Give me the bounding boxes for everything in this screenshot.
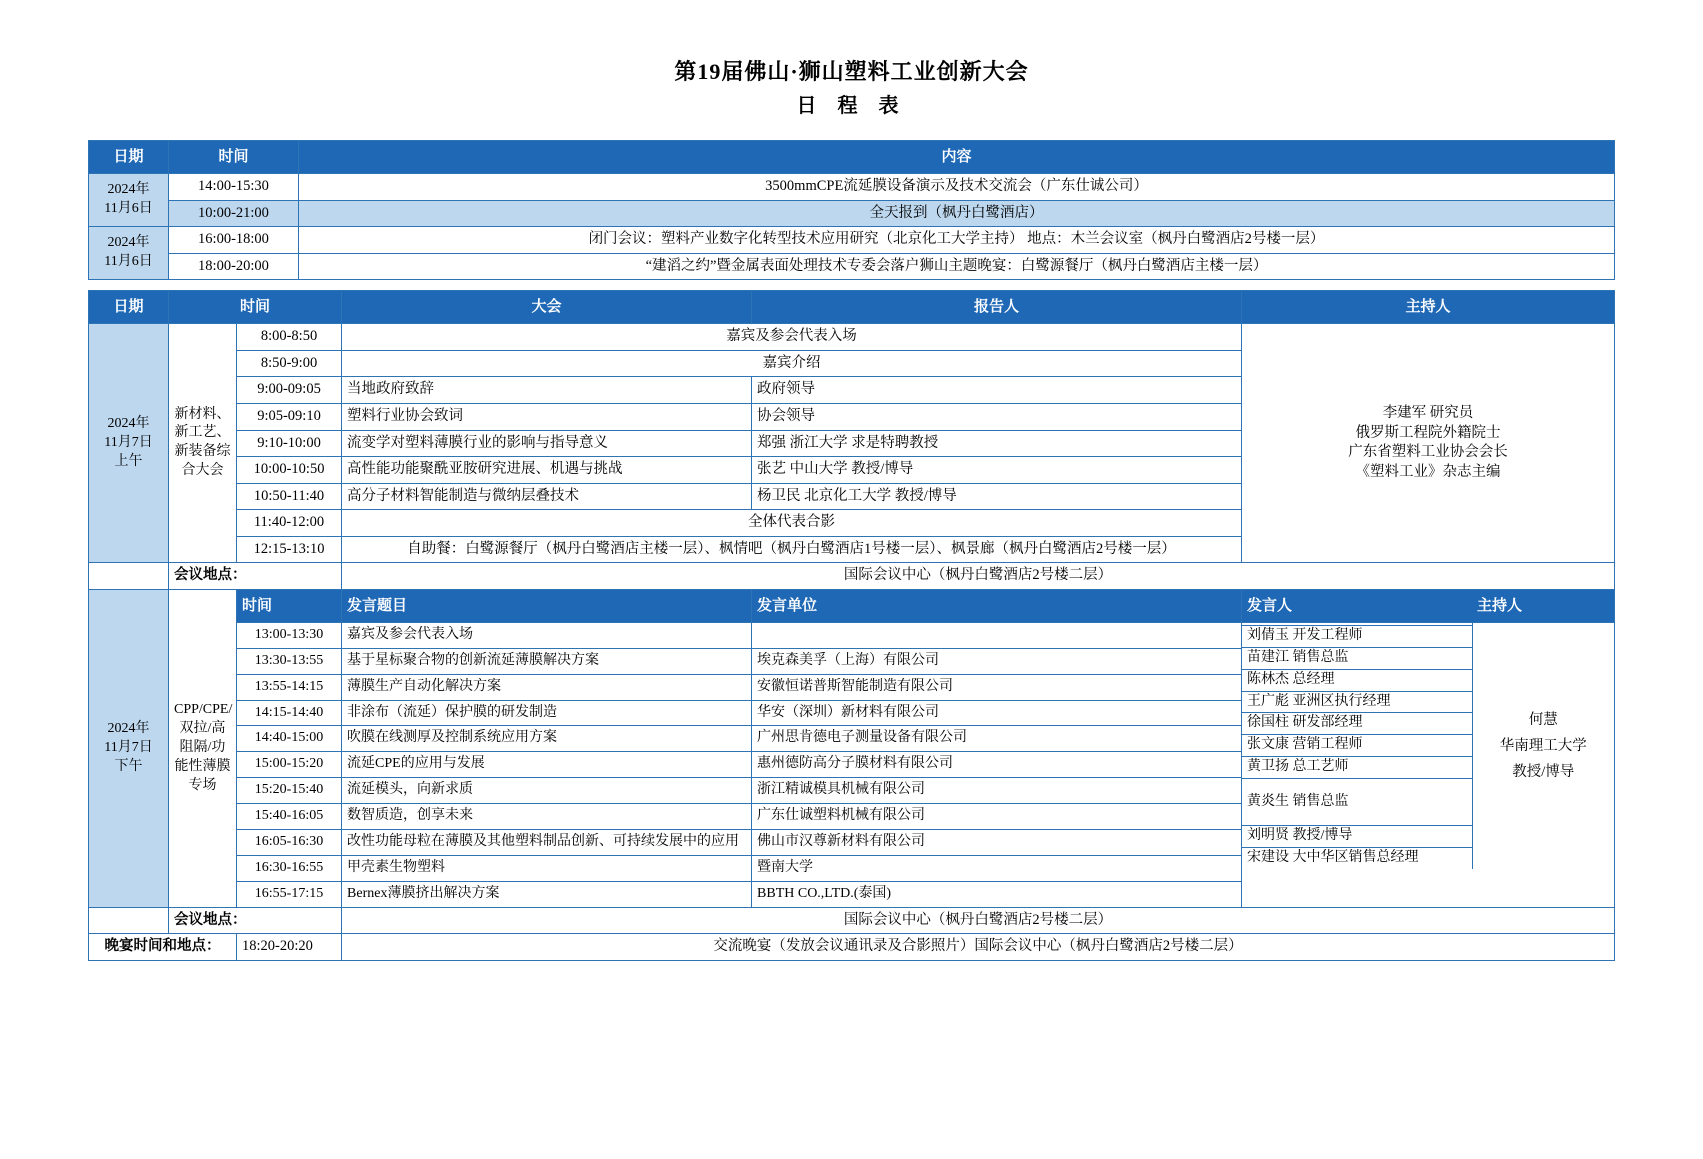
table-row: [89, 622, 1615, 648]
time-cell: 10:00-10:50: [237, 457, 342, 484]
time-cell: 16:55-17:15: [237, 881, 342, 907]
date-cell: [89, 227, 169, 280]
topic-cell: 基于星标聚合物的创新流延薄膜解决方案: [342, 648, 752, 674]
schedule-table-day2: [88, 290, 1615, 961]
speaker-cell: 苗建江 销售总监: [1242, 647, 1472, 669]
col-header-time: 时间: [237, 589, 342, 622]
org-cell: 华安（深圳）新材料有限公司: [752, 700, 1242, 726]
session-cell: 自助餐：白鹭源餐厅（枫丹白鹭酒店主楼一层）、枫情吧（枫丹白鹭酒店1号楼一层）、枫景廊（枫丹白鹭酒店2号楼一层）: [342, 536, 1242, 563]
table-header-row: [89, 589, 1615, 622]
col-header-host: [1242, 589, 1615, 622]
col-header-speaker: 报告人: [752, 291, 1242, 324]
venue-row: [89, 907, 1615, 934]
host-line: 李建军 研究员: [1382, 405, 1474, 422]
col-header-session: 大会: [342, 291, 752, 324]
col-header-topic: 发言题目: [342, 589, 752, 622]
date-day: 11月7日: [104, 739, 153, 755]
content-cell: 3500mmCPE流延膜设备演示及技术交流会（广东仕诚公司）: [299, 174, 1615, 201]
topic-cell: Bernex薄膜挤出解决方案: [342, 881, 752, 907]
venue-row: [89, 563, 1615, 590]
dinner-row: [89, 934, 1615, 961]
speaker-cell: 协会领导: [752, 403, 1242, 430]
time-cell: 12:15-13:10: [237, 536, 342, 563]
org-cell: [752, 622, 1242, 648]
speaker-cell: 王广彪 亚洲区执行经理: [1242, 691, 1472, 713]
table-row: [89, 253, 1615, 280]
topic-cell: 流延CPE的应用与发展: [342, 752, 752, 778]
time-cell: 13:30-13:55: [237, 648, 342, 674]
time-cell: 14:00-15:30: [169, 174, 299, 201]
venue-label: 会议地点：: [169, 563, 342, 590]
speaker-cell: 陈林杰 总经理: [1242, 669, 1472, 691]
dinner-content: 交流晚宴（发放会议通讯录及合影照片）国际会议中心（枫丹白鹭酒店2号楼二层）: [342, 934, 1615, 961]
time-cell: 10:00-21:00: [169, 200, 299, 227]
date-year: 2024年: [107, 415, 150, 431]
dinner-label: 晚宴时间和地点：: [89, 934, 237, 961]
speaker-cell: 郑强 浙江大学 求是特聘教授: [752, 430, 1242, 457]
col-header-host-label: 主持人: [1477, 597, 1523, 614]
date-day: 11月7日: [104, 434, 153, 450]
speaker-cell: 杨卫民 北京化工大学 教授/博导: [752, 483, 1242, 510]
table-row: [89, 200, 1615, 227]
speaker-cell: 张艺 中山大学 教授/博导: [752, 457, 1242, 484]
content-cell: “建滔之约”暨金属表面处理技术专委会落户狮山主题晚宴：白鹭源餐厅（枫丹白鹭酒店主楼一层）: [299, 253, 1615, 280]
table-header-row: [89, 291, 1615, 324]
speaker-cell: 政府领导: [752, 377, 1242, 404]
col-header-speaker: 发言人: [1247, 597, 1293, 614]
date-day: 11月6日: [104, 254, 153, 270]
col-header-org: 发言单位: [752, 589, 1242, 622]
speaker-cell: 宋建设 大中华区销售总经理: [1242, 848, 1472, 869]
time-cell: 8:00-8:50: [237, 324, 342, 351]
date-day: 11月6日: [104, 201, 153, 217]
table-row: [89, 227, 1615, 254]
date-year: 2024年: [107, 720, 150, 736]
org-cell: 浙江精诚模具机械有限公司: [752, 778, 1242, 804]
session-cell: 流变学对塑料薄膜行业的影响与指导意义: [342, 430, 752, 457]
time-cell: 16:05-16:30: [237, 830, 342, 856]
session-cell: 当地政府致辞: [342, 377, 752, 404]
session-cell: 嘉宾及参会代表入场: [342, 324, 1242, 351]
venue-value: 国际会议中心（枫丹白鹭酒店2号楼二层）: [342, 563, 1615, 590]
content-cell: 闭门会议：塑料产业数字化转型技术应用研究（北京化工大学主持） 地点：木兰会议室（枫丹白鹭酒店2号楼一层）: [299, 227, 1615, 254]
time-cell: 9:05-09:10: [237, 403, 342, 430]
speaker-cell: 黄卫扬 总工艺师: [1242, 757, 1472, 779]
topic-cell: 薄膜生产自动化解决方案: [342, 674, 752, 700]
content-cell: 全天报到（枫丹白鹭酒店）: [299, 200, 1615, 227]
table-row: [89, 174, 1615, 201]
org-cell: 惠州德防高分子膜材料有限公司: [752, 752, 1242, 778]
topic-cell: 改性功能母粒在薄膜及其他塑料制品创新、可持续发展中的应用: [342, 830, 752, 856]
org-cell: 暨南大学: [752, 855, 1242, 881]
col-header-time: 时间: [169, 141, 299, 174]
date-year: 2024年: [107, 235, 150, 251]
table-header-row: [89, 141, 1615, 174]
time-cell: 11:40-12:00: [237, 510, 342, 537]
track-name: CPP/CPE/双拉/高阻隔/功能性薄膜专场: [169, 589, 237, 907]
speaker-host-table: [1242, 623, 1614, 869]
speaker-cell: 刘明贤 教授/博导: [1242, 826, 1472, 848]
col-header-host: 主持人: [1242, 291, 1615, 324]
time-cell: 15:00-15:20: [237, 752, 342, 778]
session-cell: 嘉宾介绍: [342, 350, 1242, 377]
date-period: 上午: [114, 453, 143, 469]
time-cell: 16:00-18:00: [169, 227, 299, 254]
org-cell: 佛山市汉尊新材料有限公司: [752, 830, 1242, 856]
col-header-content: 内容: [299, 141, 1615, 174]
topic-cell: 吹膜在线测厚及控制系统应用方案: [342, 726, 752, 752]
date-cell: [89, 324, 169, 563]
time-cell: 9:10-10:00: [237, 430, 342, 457]
speaker-host-wrap: [1242, 622, 1615, 907]
speaker-cell: 徐国柱 研发部经理: [1242, 713, 1472, 735]
schedule-table-day1: [88, 140, 1615, 280]
host-cell: [1242, 324, 1615, 563]
session-cell: 塑料行业协会致词: [342, 403, 752, 430]
org-cell: 安徽恒诺普斯智能制造有限公司: [752, 674, 1242, 700]
topic-cell: 非涂布（流延）保护膜的研发制造: [342, 700, 752, 726]
topic-cell: 流延模头，向新求质: [342, 778, 752, 804]
time-cell: 18:00-20:00: [169, 253, 299, 280]
host-line: 《塑料工业》杂志主编: [1355, 463, 1501, 480]
topic-cell: 甲壳素生物塑料: [342, 855, 752, 881]
venue-spacer: [89, 907, 169, 934]
venue-spacer: [89, 563, 169, 590]
time-cell: 15:20-15:40: [237, 778, 342, 804]
col-header-date: 日期: [89, 141, 169, 174]
time-cell: 16:30-16:55: [237, 855, 342, 881]
time-cell: 14:40-15:00: [237, 726, 342, 752]
host-line: 俄罗斯工程院外籍院士: [1355, 424, 1501, 441]
host-line: 华南理工大学: [1499, 737, 1587, 754]
session-cell: 高分子材料智能制造与微纳层叠技术: [342, 483, 752, 510]
title-block: [88, 55, 1615, 122]
col-header-time: 时间: [169, 291, 342, 324]
time-cell: 9:00-09:05: [237, 377, 342, 404]
track-name: 新材料、新工艺、新装备综合大会: [169, 324, 237, 563]
topic-cell: 数智质造，创享未来: [342, 804, 752, 830]
host-line: 教授/博导: [1512, 763, 1575, 780]
date-cell: [89, 174, 169, 227]
date-year: 2024年: [107, 182, 150, 198]
page-subtitle: 日 程 表: [796, 95, 907, 117]
org-cell: 埃克森美孚（上海）有限公司: [752, 648, 1242, 674]
time-cell: 8:50-9:00: [237, 350, 342, 377]
table-row: [89, 324, 1615, 351]
host-cell: [1472, 623, 1614, 869]
time-cell: 15:40-16:05: [237, 804, 342, 830]
topic-cell: 嘉宾及参会代表入场: [342, 622, 752, 648]
org-cell: 广州思肯德电子测量设备有限公司: [752, 726, 1242, 752]
time-cell: 14:15-14:40: [237, 700, 342, 726]
speaker-cell: 黄炎生 销售总监: [1242, 779, 1472, 826]
venue-label: 会议地点：: [169, 907, 342, 934]
page-title: 第19届佛山·狮山塑料工业创新大会: [674, 59, 1029, 84]
time-cell: 10:50-11:40: [237, 483, 342, 510]
date-period: 下午: [114, 758, 143, 774]
host-line: 广东省塑料工业协会会长: [1348, 444, 1508, 461]
host-line: 何慧: [1528, 711, 1558, 728]
speaker-cell: 刘倩玉 开发工程师: [1242, 625, 1472, 647]
date-cell: [89, 589, 169, 907]
dinner-time: 18:20-20:20: [237, 934, 342, 961]
venue-value: 国际会议中心（枫丹白鹭酒店2号楼二层）: [342, 907, 1615, 934]
org-cell: BBTH CO.,LTD.(泰国): [752, 881, 1242, 907]
time-cell: 13:55-14:15: [237, 674, 342, 700]
time-cell: 13:00-13:30: [237, 622, 342, 648]
org-cell: 广东仕诚塑料机械有限公司: [752, 804, 1242, 830]
session-cell: 高性能功能聚酰亚胺研究进展、机遇与挑战: [342, 457, 752, 484]
col-header-date: 日期: [89, 291, 169, 324]
speaker-cell: 张文康 营销工程师: [1242, 735, 1472, 757]
session-cell: 全体代表合影: [342, 510, 1242, 537]
